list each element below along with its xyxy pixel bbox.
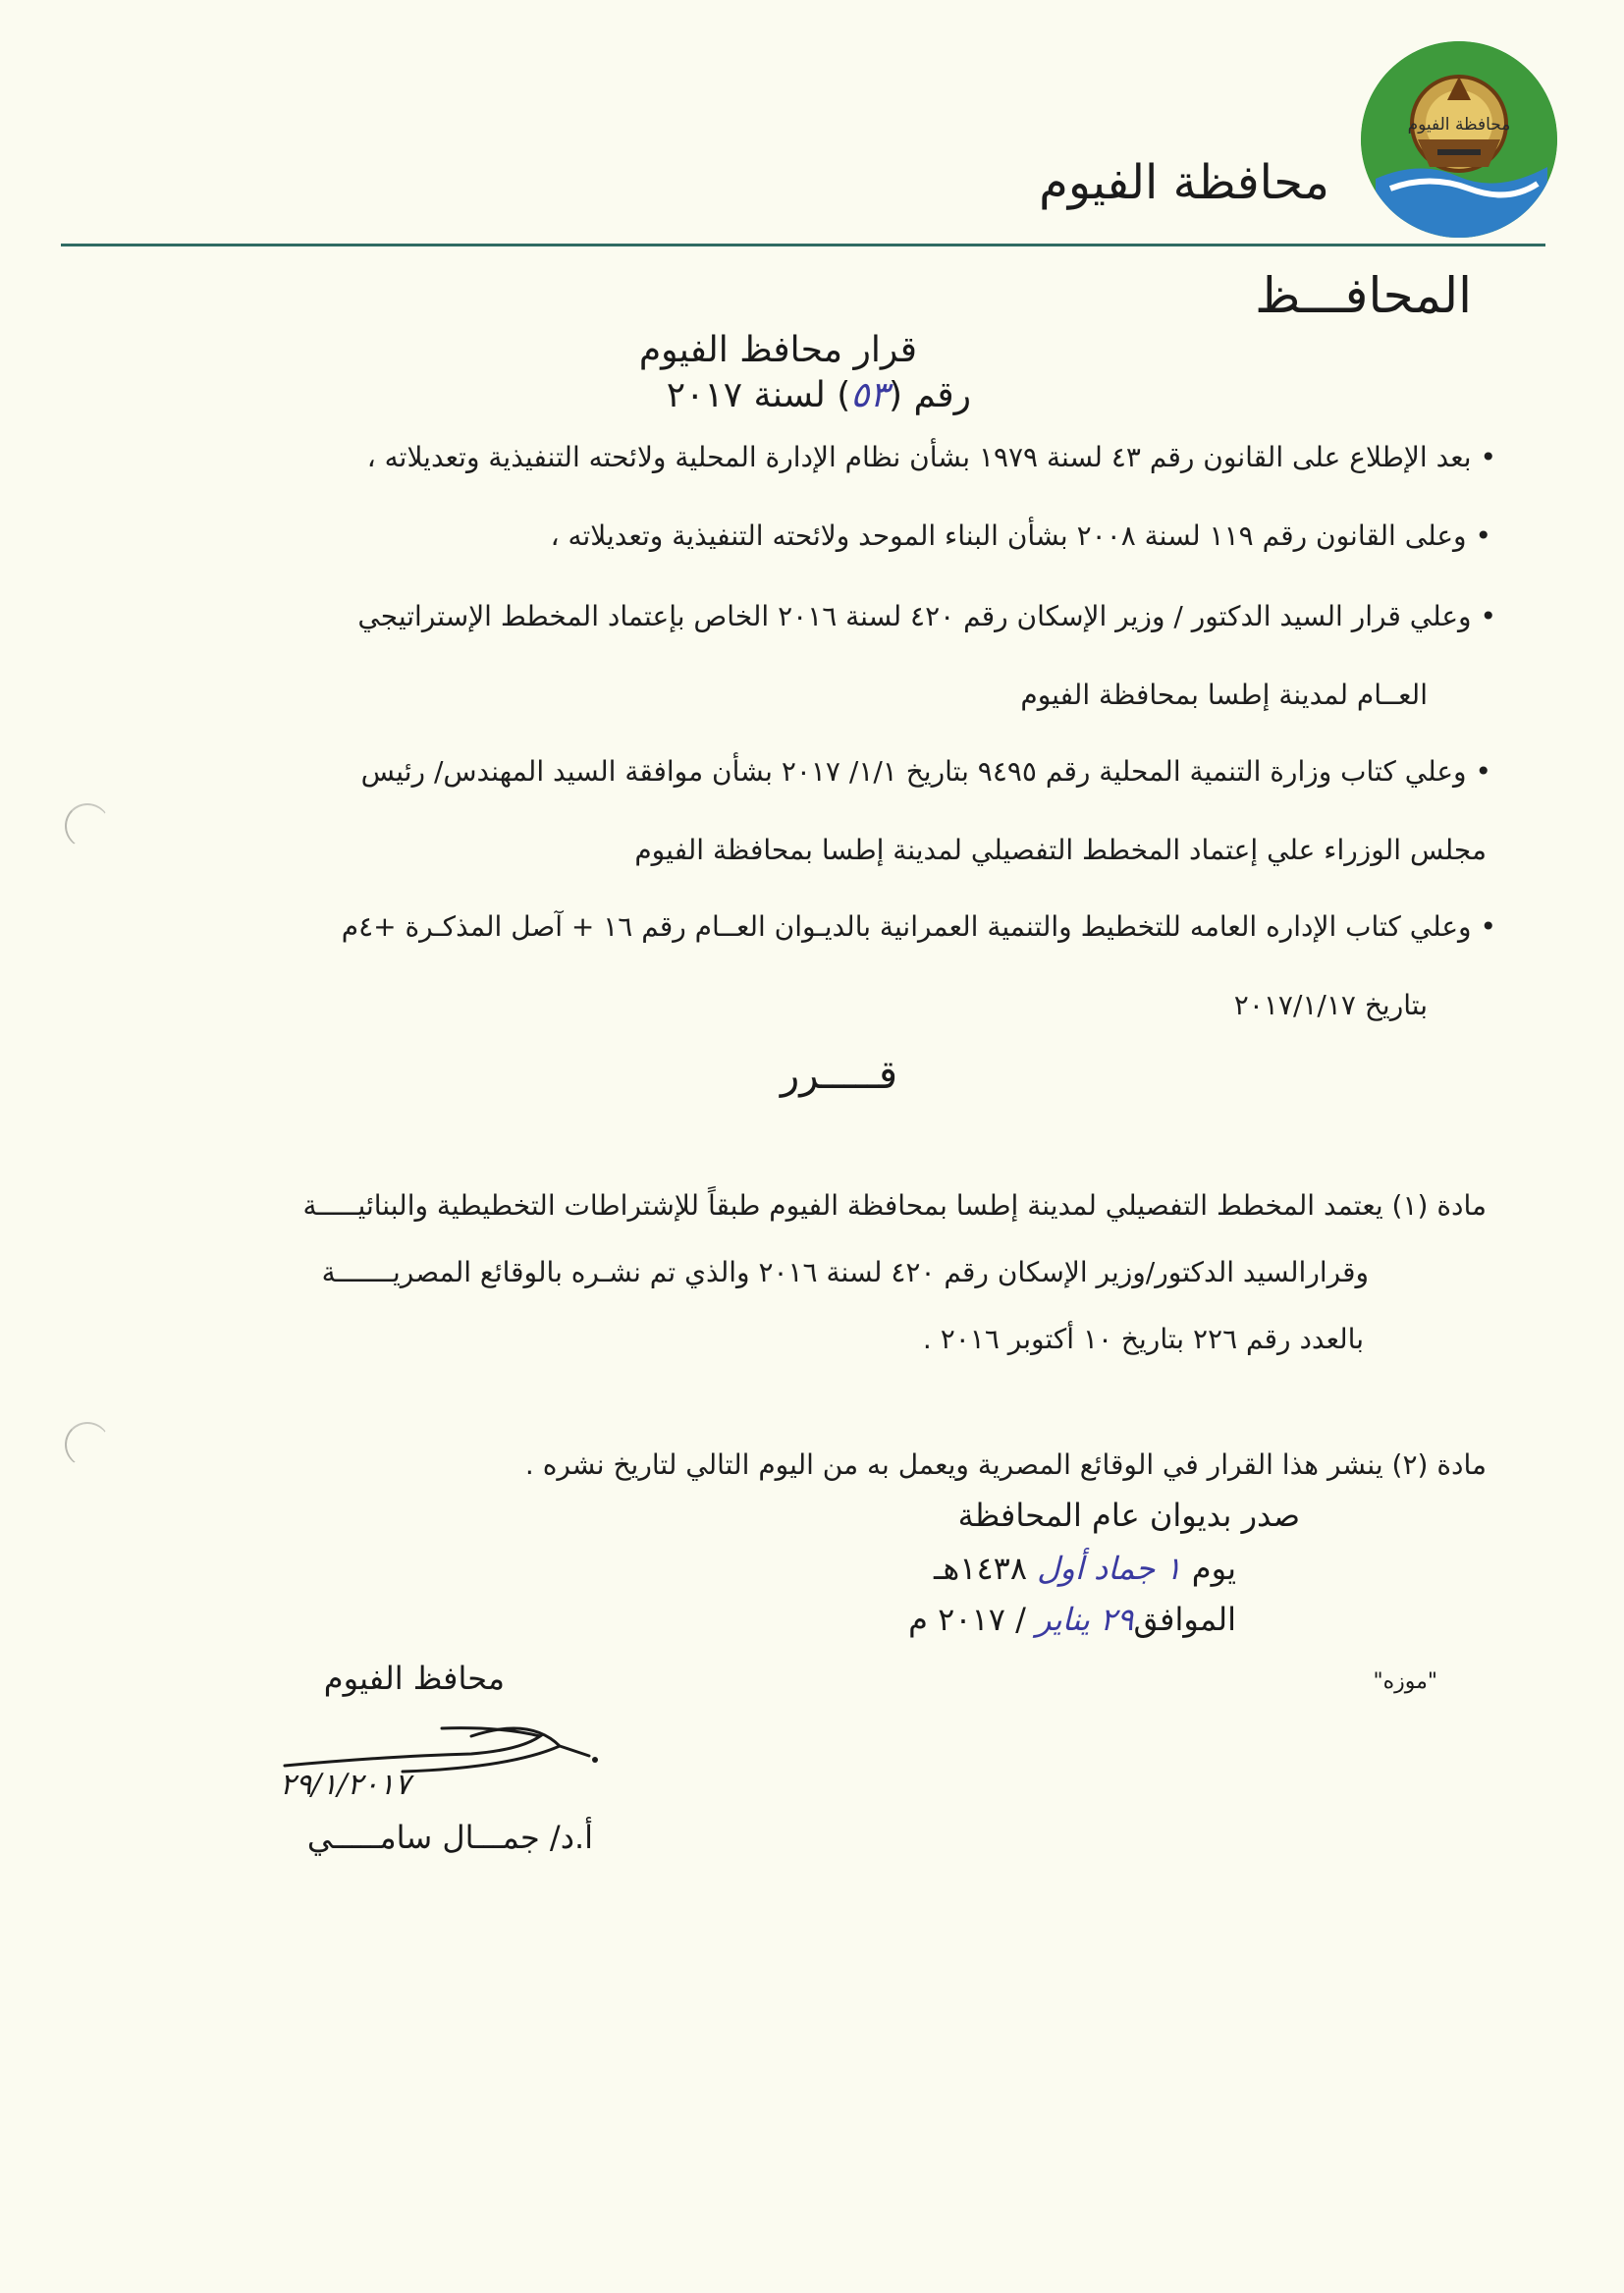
punch-hole-bottom — [65, 1422, 110, 1467]
preamble-line-1: • بعد الإطلاع على القانون رقم ٤٣ لسنة ١٩٧٩ بشأن نظام الإدارة المحلية ولائحته التنفيذية وتعديلاته ، — [366, 441, 1496, 473]
article-2: مادة (٢) ينشر هذا القرار في الوقائع المصرية ويعمل به من اليوم التالي لتاريخ نشره . — [524, 1448, 1487, 1481]
preamble-line-4: العــام لمدينة إطسا بمحافظة الفيوم — [1020, 679, 1428, 711]
decree-number-suffix: ) لسنة ٢٠١٧ — [666, 375, 851, 415]
day-label: يوم — [1191, 1550, 1236, 1587]
preamble-line-7: • وعلي كتاب الإداره العامه للتخطيط والتنمية العمرانية بالديـوان العــام رقم ١٦ + آصل المذكـرة +٤م — [341, 910, 1496, 943]
header-divider — [61, 244, 1545, 246]
signature-date: ٢٩/١/٢٠١٧ — [280, 1768, 411, 1802]
preamble-line-2: • وعلى القانون رقم ١١٩ لسنة ٢٠٠٨ بشأن البناء الموحد ولائحته التنفيذية وتعديلاته ، — [550, 519, 1491, 552]
gregorian-date — [908, 1601, 1236, 1638]
corresponding-label: الموافق — [1133, 1601, 1236, 1638]
gregorian-handwritten: ٢٩ يناير — [1036, 1601, 1134, 1638]
office-title: المحافـــظ — [1255, 267, 1472, 324]
hijri-handwritten: ١ جماد أول — [1037, 1550, 1182, 1587]
decides-heading: قـــــرر — [780, 1053, 897, 1098]
preamble-line-8: بتاريخ ٢٠١٧/١/١٧ — [1233, 989, 1428, 1021]
signatory-name: أ.د/ جمـــال سامـــــي — [306, 1819, 593, 1856]
article-1-line-2: وقرارالسيد الدكتور/وزير الإسكان رقم ٤٢٠ لسنة ٢٠١٦ والذي تم نشـره بالوقائع المصريـــــــة — [321, 1256, 1369, 1288]
governorate-logo — [1361, 41, 1557, 238]
hijri-year: ١٤٣٨هـ — [934, 1550, 1027, 1587]
signatory-title: محافظ الفيوم — [323, 1660, 505, 1697]
decree-number-handwritten: ٥٣ — [850, 375, 889, 415]
article-1-line-1: مادة (١) يعتمد المخطط التفصيلي لمدينة إطسا بمحافظة الفيوم طبقاً للإشتراطات التخطيطية والبنائيـــــة — [302, 1189, 1487, 1222]
issued-at: صدر بديوان عام المحافظة — [957, 1497, 1300, 1534]
organization-name: محافظة الفيوم — [1039, 155, 1329, 210]
preamble-line-5: • وعلي كتاب وزارة التنمية المحلية رقم ٩٤٩٥ بتاريخ ١/١/ ٢٠١٧ بشأن موافقة السيد المهندس/ رئيس — [360, 755, 1491, 788]
decree-title: قرار محافظ الفيوم — [638, 330, 917, 370]
gregorian-year: / ٢٠١٧ م — [908, 1601, 1026, 1638]
logo-text: محافظة الفيوم — [1407, 115, 1511, 135]
preamble-line-6: مجلس الوزراء علي إعتماد المخطط التفصيلي لمدينة إطسا بمحافظة الفيوم — [634, 834, 1487, 866]
article-1-line-3: بالعدد رقم ٢٢٦ بتاريخ ١٠ أكتوبر ٢٠١٦ . — [922, 1323, 1364, 1355]
decree-number — [667, 375, 971, 415]
typist-initials: "موزه" — [1373, 1669, 1437, 1694]
hijri-date — [934, 1550, 1236, 1587]
punch-hole-top — [65, 803, 110, 848]
decree-number-prefix: رقم ( — [888, 375, 971, 415]
preamble-line-3: • وعلي قرار السيد الدكتور / وزير الإسكان رقم ٤٢٠ لسنة ٢٠١٦ الخاص بإعتماد المخطط الإستراتيجي — [357, 600, 1496, 632]
